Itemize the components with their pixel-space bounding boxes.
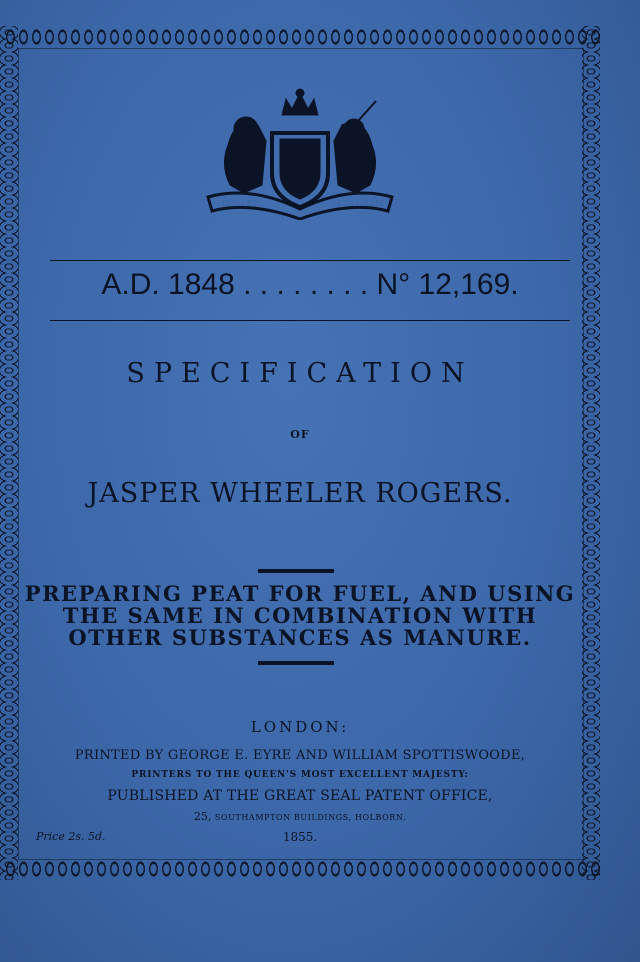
imprint-year: 1855. (282, 830, 318, 844)
year-label: A.D. 1848 (101, 268, 235, 301)
imprint-address (20, 810, 580, 823)
of-label: OF (290, 428, 310, 441)
svg-text:MON DROIT: MON DROIT (332, 199, 384, 208)
ornamental-border-bottom (4, 858, 600, 880)
invention-title-line-3: OTHER SUBSTANCES AS MANURE. (68, 625, 532, 650)
ornamental-border-right (582, 26, 600, 880)
address-street: SOUTHAMPTON BUILDINGS, HOLBORN. (214, 813, 407, 822)
ornamental-border-left (0, 26, 18, 880)
leader-dots: . . . . . . . . (243, 268, 369, 301)
svg-text:DIEU ET: DIEU ET (222, 199, 258, 208)
title-rule-top (258, 569, 334, 573)
inventor-name: JASPER WHEELER ROGERS. (87, 478, 513, 509)
address-number: 25, (193, 810, 212, 823)
imprint-city: LONDON: (250, 718, 350, 736)
imprint-printed-by: PRINTED BY GEORGE E. EYRE AND WILLIAM SPOTTISWOODE, (74, 748, 526, 763)
title-rule-bottom (258, 661, 334, 665)
price-label: Price 2s. 5d. (36, 830, 106, 843)
imprint-printers-to: PRINTERS TO THE QUEEN'S MOST EXCELLENT MAJESTY: (131, 770, 469, 780)
patent-number: N° 12,169. (376, 268, 519, 301)
imprint-published-at: PUBLISHED AT THE GREAT SEAL PATENT OFFICE, (107, 788, 493, 804)
invention-title-line-1: PREPARING PEAT FOR FUEL, AND USING (24, 581, 576, 606)
document-type: SPECIFICATION (126, 358, 474, 389)
royal-coat-of-arms-icon (200, 85, 400, 220)
invention-title-line-2: THE SAME IN COMBINATION WITH (62, 603, 538, 628)
ornamental-border-top (4, 26, 600, 48)
header-rule-top (50, 260, 570, 261)
header-rule-bottom (50, 320, 570, 321)
patent-number-line (50, 268, 570, 302)
